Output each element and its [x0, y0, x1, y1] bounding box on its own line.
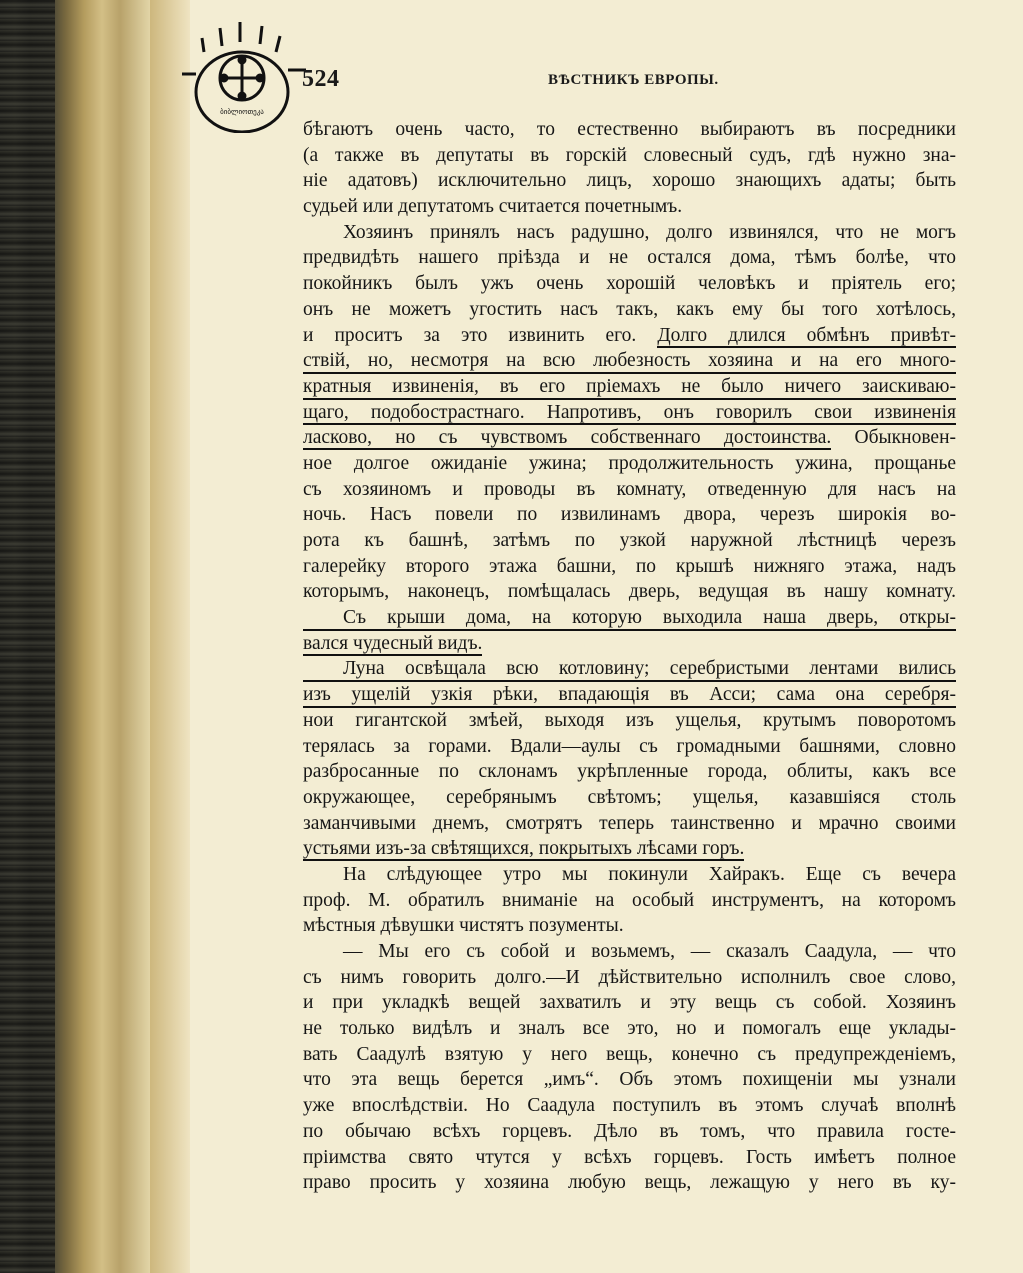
- page-text: [303, 117, 956, 1196]
- running-head: ВѢСТНИКЪ ЕВРОПЫ.: [548, 72, 719, 88]
- underlined-line: ствій, но, несмотря на всю любезность хозяина и на его много-: [303, 348, 956, 374]
- text-line: заманчивыми днемъ, смотрятъ теперь таинственно и мрачно своими: [303, 812, 956, 834]
- text-line: судьей или депутатомъ считается почетнымъ.: [303, 196, 683, 218]
- library-stamp-icon: [180, 18, 310, 133]
- stamp-text: ბიბლიოთეკა: [220, 108, 264, 116]
- text-line: Хозяинъ принялъ насъ радушно, долго извинялся, что не могъ: [343, 221, 956, 243]
- text-line: окружающее, серебрянымъ свѣтомъ; ущелья, казавшіяся столь: [303, 786, 956, 808]
- underlined-fragment: ласково, но съ чувствомъ собственнаго достоинства.: [303, 427, 832, 449]
- text-line: галерейку второго этажа башни, по крышѣ нижняго этажа, надъ: [303, 555, 956, 577]
- text-line: [303, 425, 956, 451]
- text-line: ніе адатовъ) исключительно лицъ, хорошо знающихъ адаты; быть: [303, 170, 956, 192]
- underlined-fragment: вался чудесный видъ.: [303, 632, 483, 654]
- underlined-line: Съ крыши дома, на которую выходила наша дверь, откры-: [303, 605, 956, 631]
- text-line: и при укладкѣ вещей захватилъ и эту вещь съ собой. Хозяинъ: [303, 992, 956, 1014]
- text-line: покойникъ былъ ужъ очень хорошій человѣкъ и пріятель его;: [303, 273, 956, 295]
- text-line: терялась за горами. Вдали—аулы съ громадными башнями, словно: [303, 735, 956, 757]
- book-binding: [0, 0, 150, 1273]
- text-line: ночь. Насъ повели по извилинамъ двора, черезъ широкія во-: [303, 504, 956, 526]
- page-number: 524: [302, 66, 340, 92]
- text-line: право просить у хозяина любую вещь, лежащую у него въ ку-: [303, 1172, 956, 1194]
- underlined-fragment: Долго длился обмѣнъ привѣт-: [657, 324, 957, 346]
- text-line: [303, 323, 956, 349]
- text-fragment: и проситъ за это извинить его.: [303, 324, 637, 346]
- text-line: проф. М. обратилъ вниманіе на особый инструментъ, на которомъ: [303, 889, 956, 911]
- text-fragment: Обыкновен-: [831, 427, 956, 449]
- text-line: мѣстныя дѣвушки чистятъ позументы.: [303, 915, 624, 937]
- text-line: [303, 631, 956, 657]
- text-line: что эта вещь берется „имъ“. Объ этомъ похищеніи мы узнали: [303, 1069, 956, 1091]
- text-line: съ нимъ говорить долго.—И дѣйствительно исполнилъ свое слово,: [303, 966, 956, 988]
- text-line: онъ не можетъ угостить насъ такъ, какъ ему бы того хотѣлось,: [303, 298, 956, 320]
- text-line: На слѣдующее утро мы покинули Хайракъ. Еще съ вечера: [343, 863, 956, 885]
- text-line: пріимства свято чтутся у всѣхъ горцевъ. Гость имѣетъ полное: [303, 1146, 956, 1168]
- text-line: уже впослѣдствіи. Но Саадула поступилъ въ этомъ случаѣ вполнѣ: [303, 1095, 956, 1117]
- text-line: предвидѣть нашего пріѣзда и не остался дома, тѣмъ болѣе, что: [303, 247, 956, 269]
- text-line: разбросанные по склонамъ укрѣпленные города, облиты, какъ все: [303, 761, 956, 783]
- text-line: съ хозяиномъ и проводы въ комнату, отведенную для насъ на: [303, 478, 956, 500]
- underlined-line: изъ ущелій узкія рѣки, впадающія въ Асси; сама она серебря-: [303, 682, 956, 708]
- text-line: вать Саадулѣ взятую у него вещь, конечно съ предупрежденіемъ,: [303, 1043, 956, 1065]
- text-line: бѣгаютъ очень часто, то естественно выбираютъ въ посредники: [303, 119, 956, 140]
- text-line: — Мы его съ собой и возьмемъ, — сказалъ Саадула, — что: [343, 941, 956, 962]
- underlined-fragment: устьями изъ-за свѣтящихся, покрытыхъ лѣсами горъ.: [303, 838, 745, 860]
- underlined-line: кратныя извиненія, въ его пріемахъ не было ничего заискиваю-: [303, 374, 956, 400]
- text-line: нои гигантской змѣей, выходя изъ ущелья, крутымъ поворотомъ: [303, 709, 956, 731]
- text-line: по обычаю всѣхъ горцевъ. Дѣло въ томъ, что правила госте-: [303, 1120, 956, 1142]
- text-line: (а также въ депутаты въ горскій словесный судъ, гдѣ нужно зна-: [303, 144, 956, 166]
- text-line: ное долгое ожиданіе ужина; продолжительность ужина, прощанье: [303, 452, 956, 474]
- text-line: не только видѣлъ и зналъ все это, но и помогалъ еще уклады-: [303, 1018, 956, 1040]
- text-line: которымъ, наконецъ, помѣщалась дверь, ведущая въ нашу комнату.: [303, 581, 956, 603]
- underlined-line: щаго, подобострастнаго. Напротивъ, онъ говорилъ свои извиненія: [303, 400, 956, 426]
- text-line: рота къ башнѣ, затѣмъ по узкой наружной лѣстницѣ черезъ: [303, 530, 956, 551]
- page-gutter: [150, 0, 190, 1273]
- underlined-line: Луна освѣщала всю котловину; серебристыми лентами вились: [303, 656, 956, 682]
- text-line: [303, 836, 956, 862]
